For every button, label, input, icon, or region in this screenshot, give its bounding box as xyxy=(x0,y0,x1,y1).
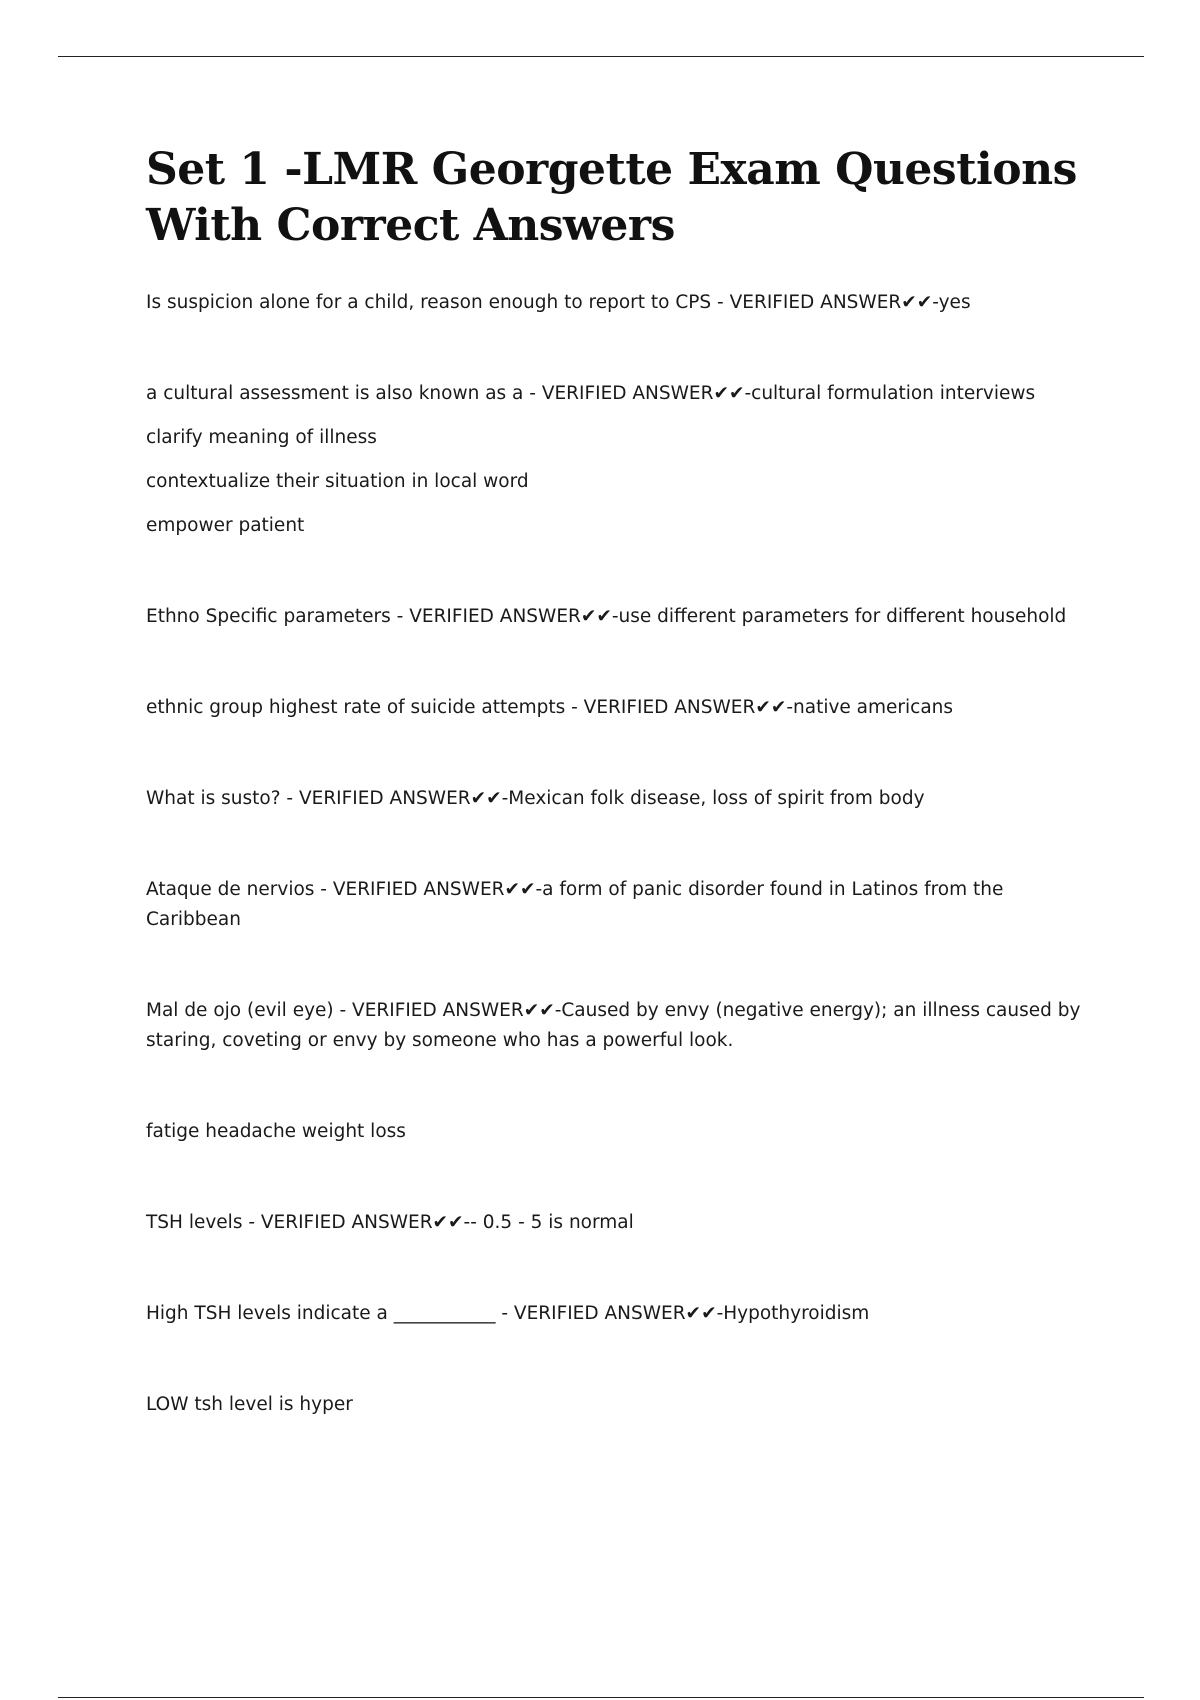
document-page xyxy=(146,142,1086,1420)
document-title: Set 1 -LMR Georgette Exam Questions With Correct Answers xyxy=(146,144,1077,251)
qa-item xyxy=(146,602,1086,632)
qa-item xyxy=(146,1208,1086,1238)
qa-text: Is suspicion alone for a child, reason enough to report to CPS - VERIFIED ANSWER✔✔-yes xyxy=(146,292,971,313)
qa-subline: clarify meaning of illness xyxy=(146,427,377,448)
qa-item xyxy=(146,1299,1086,1329)
qa-item xyxy=(146,379,1086,541)
qa-text: fatige headache weight loss xyxy=(146,1121,406,1142)
qa-text: High TSH levels indicate a ___________ - VERIFIED ANSWER✔✔-Hypothyroidism xyxy=(146,1303,870,1324)
qa-item xyxy=(146,693,1086,723)
qa-item xyxy=(146,1390,1086,1420)
qa-text: Ethno Specific parameters - VERIFIED ANSWER✔✔-use different parameters for different household xyxy=(146,606,1067,627)
qa-subline: contextualize their situation in local word xyxy=(146,471,529,492)
bottom-rule xyxy=(58,1697,1144,1698)
qa-item xyxy=(146,288,1086,318)
qa-item xyxy=(146,996,1086,1056)
qa-item xyxy=(146,784,1086,814)
qa-text: ethnic group highest rate of suicide attempts - VERIFIED ANSWER✔✔-native americans xyxy=(146,697,954,718)
qa-text: LOW tsh level is hyper xyxy=(146,1394,353,1415)
qa-subline: empower patient xyxy=(146,515,305,536)
qa-text: TSH levels - VERIFIED ANSWER✔✔-- 0.5 - 5 is normal xyxy=(146,1212,634,1233)
qa-text: Mal de ojo (evil eye) - VERIFIED ANSWER✔✔-Caused by envy (negative energy); an illness caused by staring, coveting or envy by someone who has a powerful look. xyxy=(146,1000,1081,1051)
qa-item xyxy=(146,875,1086,935)
qa-text: What is susto? - VERIFIED ANSWER✔✔-Mexican folk disease, loss of spirit from body xyxy=(146,788,925,809)
qa-text: Ataque de nervios - VERIFIED ANSWER✔✔-a form of panic disorder found in Latinos from the Caribbean xyxy=(146,879,1004,930)
qa-list xyxy=(146,288,1086,1420)
qa-text: a cultural assessment is also known as a - VERIFIED ANSWER✔✔-cultural formulation interviews xyxy=(146,383,1036,404)
top-rule xyxy=(58,56,1144,57)
qa-item xyxy=(146,1117,1086,1147)
